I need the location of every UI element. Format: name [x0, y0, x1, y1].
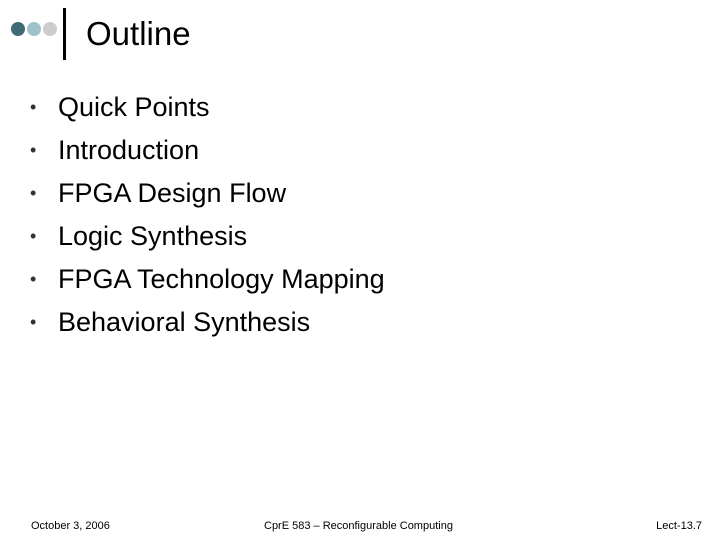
bullet-icon: •	[30, 312, 37, 332]
bullet-list	[30, 86, 385, 344]
bullet-icon: •	[30, 269, 37, 289]
bullet-item	[30, 301, 385, 344]
bullet-item	[30, 258, 385, 301]
footer-date: October 3, 2006	[31, 520, 110, 532]
bullet-text: Introduction	[58, 135, 200, 165]
bullet-text: Behavioral Synthesis	[58, 307, 311, 337]
dot-light-icon	[27, 22, 41, 36]
bullet-item	[30, 215, 385, 258]
bullet-item	[30, 129, 385, 172]
bullet-icon: •	[30, 226, 37, 246]
title-divider	[63, 8, 66, 60]
bullet-text: FPGA Technology Mapping	[58, 264, 385, 294]
bullet-text: Logic Synthesis	[58, 221, 248, 251]
decorative-dots	[11, 22, 61, 42]
footer-course: CprE 583 – Reconfigurable Computing	[264, 520, 453, 532]
bullet-item	[30, 86, 385, 129]
bullet-text: Quick Points	[58, 92, 210, 122]
dot-gray-icon	[43, 22, 57, 36]
bullet-icon: •	[30, 97, 37, 117]
bullet-icon: •	[30, 183, 37, 203]
footer-page-number: Lect-13.7	[656, 520, 702, 532]
bullet-icon: •	[30, 140, 37, 160]
bullet-text: FPGA Design Flow	[58, 178, 287, 208]
slide-title: Outline	[86, 15, 191, 52]
dot-dark-icon	[11, 22, 25, 36]
bullet-item	[30, 172, 385, 215]
